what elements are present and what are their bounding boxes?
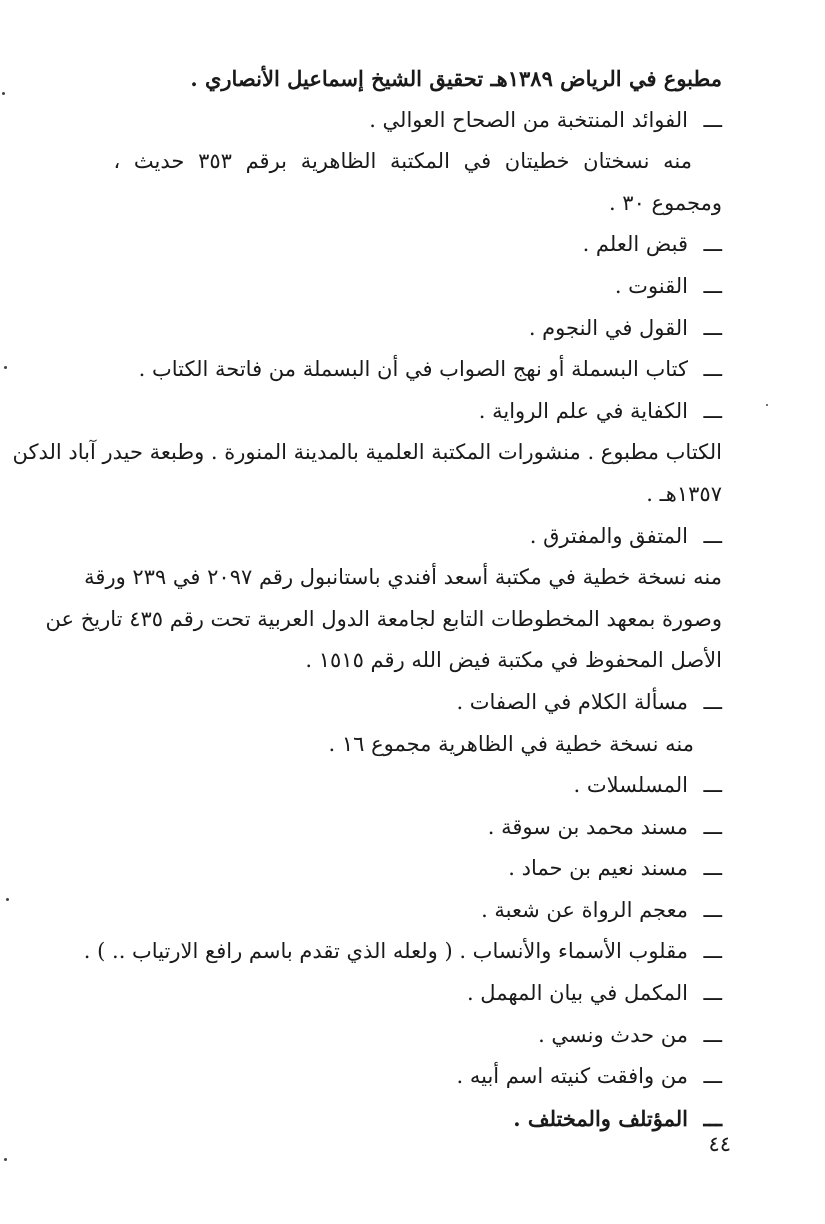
list-item-fawaid (82, 100, 722, 142)
list-item-kalam (82, 682, 722, 724)
list-item-label: من حدث ونسي . (538, 1022, 688, 1047)
dash-icon: ـــ (703, 315, 722, 340)
list-item-kifaya (82, 391, 722, 433)
dash-icon: ـــ (703, 523, 722, 548)
list-item-label: القنوت . (614, 273, 688, 298)
scan-speck (2, 92, 5, 95)
dash-icon: ـــ (703, 689, 722, 714)
dash-icon: ـــ (703, 1022, 722, 1047)
scan-speck (6, 898, 9, 901)
text-line-4: ومجموع ٣٠ . (608, 190, 722, 215)
list-item-qabd (82, 224, 722, 266)
list-item-label: معجم الرواة عن شعبة . (481, 897, 688, 922)
list-item-label: مسألة الكلام في الصفات . (456, 689, 688, 714)
list-item-label: الفوائد المنتخبة من الصحاح العوالي . (369, 107, 688, 132)
list-item-label: المسلسلات . (573, 773, 688, 798)
list-item-qunut (82, 266, 722, 308)
scan-speck (766, 404, 768, 406)
page-number: ٤٤ (708, 1132, 731, 1156)
dash-icon: ـــ (703, 897, 722, 922)
text-line-3: منه نسختان خطيتان في المكتبة الظاهرية برقم ٣٥٣ حديث ، (113, 149, 692, 174)
text-line-1: مطبوع في الرياض ١٣٨٩هـ تحقيق الشيخ إسماعيل الأنصاري . (190, 66, 722, 91)
list-item-label: القول في النجوم . (528, 315, 688, 340)
dash-icon: ـــ (703, 773, 722, 798)
dash-icon: ـــ (703, 357, 722, 382)
dash-icon: ـــ (703, 939, 722, 964)
list-item-label: كتاب البسملة أو نهج الصواب في أن البسملة من فاتحة الكتاب . (138, 357, 688, 382)
list-item-label: مقلوب الأسماء والأنساب . ( ولعله الذي تقدم باسم رافع الارتياب .. ) . (83, 939, 688, 964)
dash-icon: ـــ (703, 814, 722, 839)
list-item-musalsalat (82, 765, 722, 807)
dash-icon: ـــ (703, 398, 722, 423)
list-item-musnad-suqa (82, 807, 722, 849)
scan-speck (4, 1158, 7, 1161)
text-line-11: ١٣٥٧هـ . (646, 481, 722, 506)
list-item-nujum (82, 308, 722, 350)
list-item-kunya (82, 1056, 722, 1098)
scan-speck (4, 366, 7, 369)
text-line-14: وصورة بمعهد المخطوطات التابع لجامعة الدول العربية تحت رقم ٤٣٥ تاريخ عن (45, 606, 722, 631)
text-line-10: الكتاب مطبوع . منشورات المكتبة العلمية بالمدينة المنورة . وطبعة حيدر آباد الدكن (12, 440, 722, 465)
dash-icon: ـــ (703, 232, 722, 257)
list-item-label: المكمل في بيان المهمل . (466, 981, 688, 1006)
list-item-mukammal (82, 973, 722, 1015)
list-item-basmala (82, 349, 722, 391)
dash-icon: ـــ (703, 856, 722, 881)
dash-icon: ـــ (703, 107, 722, 132)
list-item-label: الكفاية في علم الرواية . (478, 398, 688, 423)
text-line-17: منه نسخة خطية في الظاهرية مجموع ١٦ . (328, 731, 694, 756)
page-body (12, 58, 722, 1139)
list-item-label: قبض العلم . (582, 232, 688, 257)
list-item-mujam (82, 890, 722, 932)
dash-icon: ـــ (703, 1064, 722, 1089)
list-item-maqlub (82, 931, 722, 973)
dash-icon: ـــ (703, 1105, 722, 1131)
list-item-label: مسند محمد بن سوقة . (487, 814, 688, 839)
dash-icon: ـــ (703, 273, 722, 298)
text-line-13: منه نسخة خطية في مكتبة أسعد أفندي باستانبول رقم ٢٠٩٧ في ٢٣٩ ورقة (84, 565, 722, 590)
list-item-label: المؤتلف والمختلف . (513, 1105, 688, 1131)
text-line-15: الأصل المحفوظ في مكتبة فيض الله رقم ١٥١٥ . (305, 648, 722, 673)
list-item-label: مسند نعيم بن حماد . (508, 856, 688, 881)
list-item-mutalif (82, 1098, 722, 1140)
dash-icon: ـــ (703, 981, 722, 1006)
list-item-musnad-nuaym (82, 848, 722, 890)
list-item-label: المتفق والمفترق . (529, 523, 688, 548)
list-item-muttafiq (82, 516, 722, 558)
list-item-label: من وافقت كنيته اسم أبيه . (456, 1064, 688, 1089)
list-item-haddath (82, 1015, 722, 1057)
